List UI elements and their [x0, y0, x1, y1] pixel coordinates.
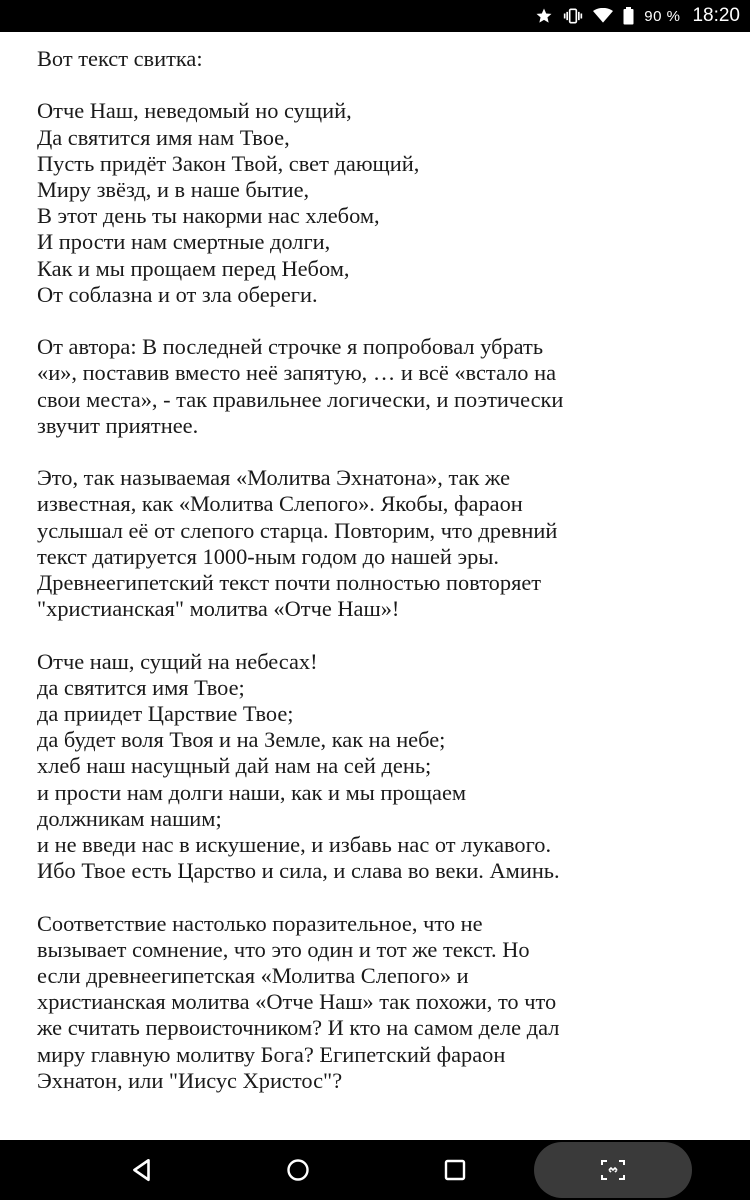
- text-line: если древнеегипетская «Молитва Слепого» и: [37, 963, 469, 989]
- screen-capture-icon: [600, 1159, 626, 1181]
- text-line: миру главную молитву Бога? Египетский фараон: [37, 1041, 506, 1067]
- star-icon: [535, 7, 553, 25]
- recents-icon: [444, 1159, 466, 1181]
- status-icons: [535, 0, 740, 32]
- battery-icon: [623, 7, 634, 25]
- battery-percent: 90 %: [644, 7, 681, 25]
- status-bar: [0, 0, 750, 32]
- text-line: христианская молитва «Отче Наш» так похожи, то что: [37, 989, 557, 1015]
- clock: 18:20: [692, 5, 740, 26]
- text-line: В этот день ты накорми нас хлебом,: [37, 203, 380, 229]
- screen-capture-button[interactable]: [534, 1142, 692, 1198]
- text-line: «и», поставив вместо неё запятую, … и всё «встало на: [37, 360, 557, 386]
- home-button[interactable]: [268, 1140, 328, 1200]
- back-button[interactable]: [112, 1140, 172, 1200]
- text-line: и прости нам долги наши, как и мы прощаем: [37, 779, 467, 805]
- text-line: вызывает сомнение, что это один и тот же текст. Но: [37, 936, 530, 962]
- text-line: "христианская" молитва «Отче Наш»!: [37, 596, 400, 622]
- text-line: должникам нашим;: [37, 805, 222, 831]
- text-line: хлеб наш насущный дай нам на сей день;: [37, 753, 432, 779]
- text-line: От автора: В последней строчке я попробовал убрать: [37, 334, 544, 360]
- text-line: свои места», - так правильнее логически, и поэтически: [37, 386, 564, 412]
- paragraph: [37, 98, 727, 308]
- text-line: да будет воля Твоя и на Земле, как на небе;: [37, 727, 446, 753]
- text-line: Миру звёзд, и в наше бытие,: [37, 177, 310, 202]
- text-line: да приидет Царствие Твое;: [37, 701, 294, 727]
- text-line: Ибо Твое есть Царство и сила, и слава во веки. Аминь.: [37, 858, 560, 884]
- text-line: Древнеегипетский текст почти полностью повторяет: [37, 570, 542, 596]
- paragraph: [37, 911, 727, 1094]
- text-line: Это, так называемая «Молитва Эхнатона», так же: [37, 465, 511, 491]
- text-line: Соответствие настолько поразительное, что не: [37, 910, 483, 936]
- wifi-icon: [593, 8, 613, 24]
- back-icon: [129, 1157, 155, 1183]
- text-line: звучит приятнее.: [37, 412, 199, 438]
- recents-button[interactable]: [425, 1140, 485, 1200]
- text-line: да святится имя Твое;: [37, 674, 245, 700]
- text-line: Как и мы прощаем перед Небом,: [37, 255, 350, 281]
- reading-view[interactable]: [0, 32, 750, 1140]
- text-line: От соблазна и от зла обереги.: [37, 281, 318, 307]
- home-icon: [286, 1158, 310, 1182]
- text-line: Вот текст свитка:: [37, 46, 203, 71]
- paragraph: [37, 649, 727, 885]
- text-line: Да святится имя нам Твое,: [37, 124, 290, 150]
- text-line: известная, как «Молитва Слепого». Якобы, фараон: [37, 491, 523, 517]
- text-line: Отче Наш, неведомый но сущий,: [37, 98, 352, 124]
- article-text: [37, 46, 727, 1120]
- text-line: услышал её от слепого старца. Повторим, что древний: [37, 517, 558, 543]
- paragraph: [37, 334, 727, 439]
- text-line: Отче наш, сущий на небесах!: [37, 648, 318, 674]
- vibrate-icon: [563, 7, 583, 25]
- navigation-bar: [0, 1140, 750, 1200]
- text-line: текст датируется 1000-ным годом до нашей эры.: [37, 543, 499, 569]
- text-line: Эхнатон, или "Иисус Христос"?: [37, 1067, 343, 1093]
- text-line: и не введи нас в искушение, и избавь нас от лукавого.: [37, 832, 552, 858]
- paragraph: [37, 465, 727, 622]
- paragraph: [37, 46, 727, 72]
- text-line: Пусть придёт Закон Твой, свет дающий,: [37, 150, 420, 176]
- text-line: же считать первоисточником? И кто на самом деле дал: [37, 1015, 560, 1041]
- text-line: И прости нам смертные долги,: [37, 229, 331, 255]
